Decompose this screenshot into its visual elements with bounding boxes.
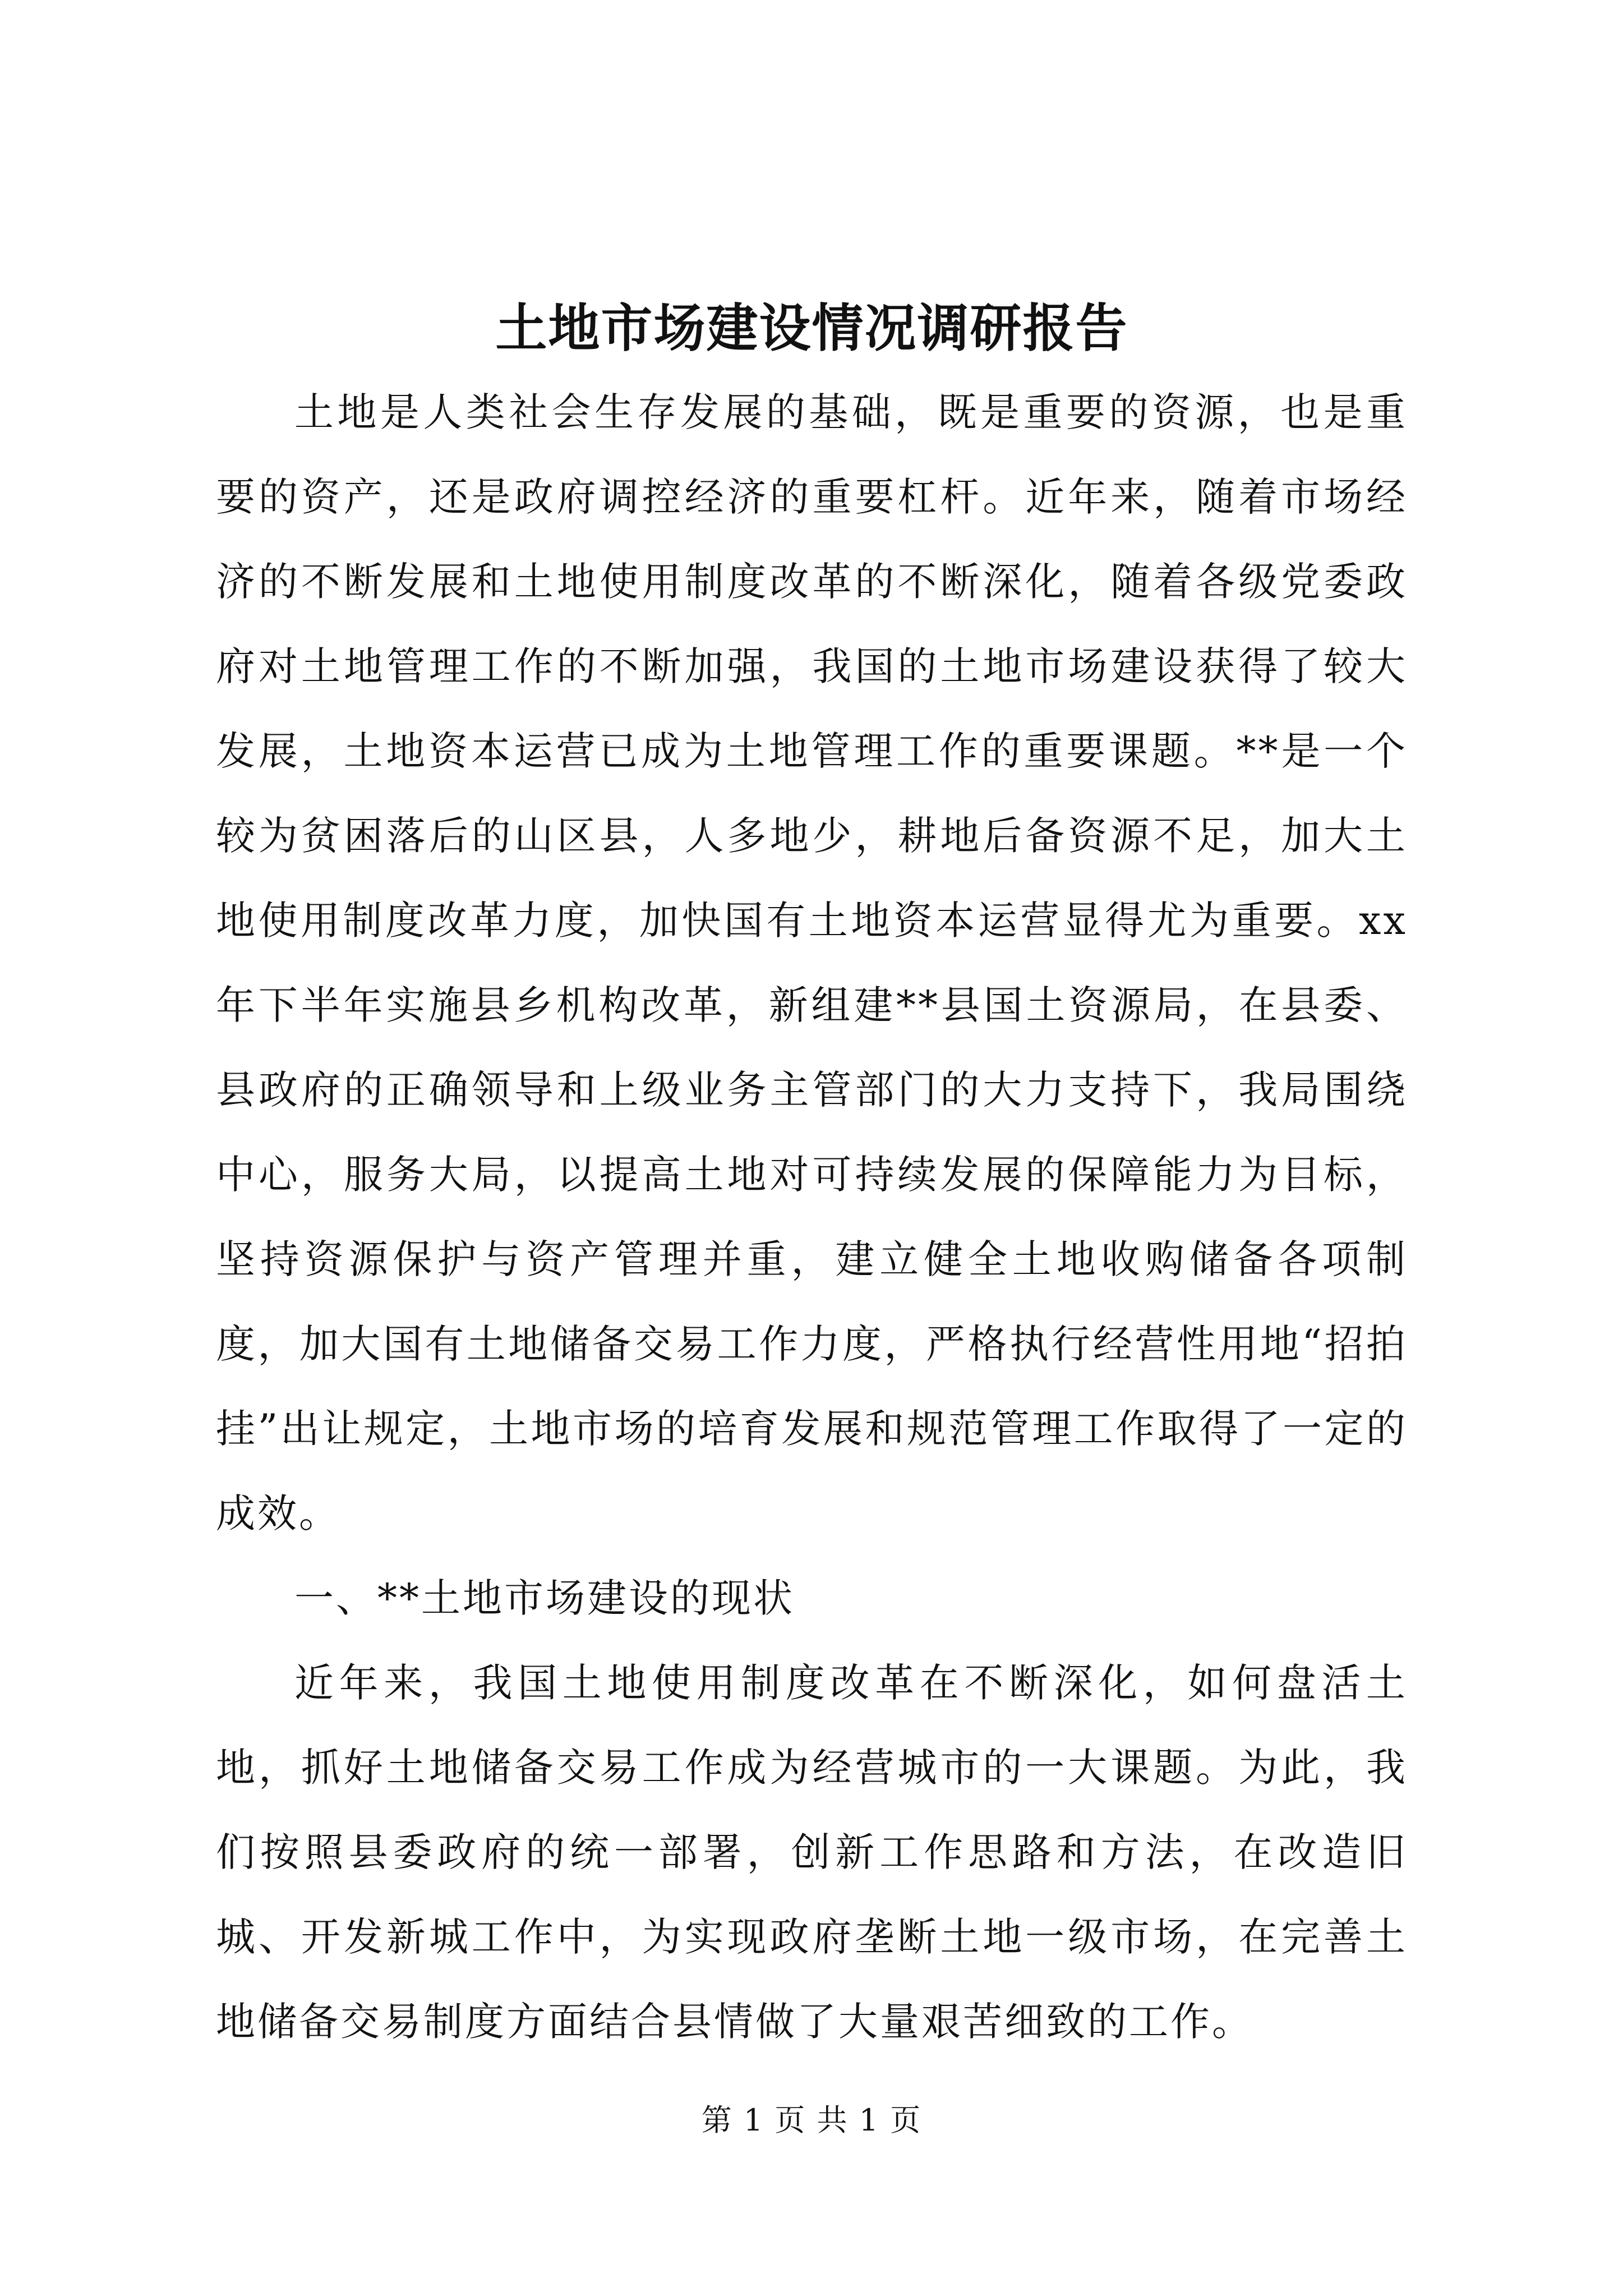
section-heading: 一、**土地市场建设的现状 [294, 1575, 795, 1621]
document-title: 土地市场建设情况调研报告 [495, 298, 1128, 358]
page-number-footer: 第 1 页 共 1 页 [701, 2102, 922, 2138]
intro-paragraph: 土地是人类社会生存发展的基础，既是重要的资源，也是重要的资产，还是政府调控经济的重要杠杆。近年来，随着市场经济的不断发展和土地使用制度改革的不断深化，随着各级党委政府对土地管理工作的不断加强，我国的土地市场建设获得了较大发展，土地资本运营已成为土地管理工作的重要课题。**是一个较为贫困落后的山区县，人多地少，耕地后备资源不足，加大土地使用制度改革力度，加快国有土地资本运营显得尤为重要。xx年下半年实施县乡机构改革，新组建**县国土资源局，在县委、县政府的正确领导和上级业务主管部门的大力支持下，我局围绕中心，服务大局，以提高土地对可持续发展的保障能力为目标，坚持资源保护与资产管理并重，建立健全土地收购储备各项制度，加大国有土地储备交易工作力度，严格执行经营性用地“招拍挂”出让规定，土地市场的培育发展和规范管理工作取得了一定的成效。 [216, 389, 1408, 1536]
document-body [216, 286, 1408, 2064]
section-paragraph: 近年来，我国土地使用制度改革在不断深化，如何盘活土地，抓好土地储备交易工作成为经营城市的一大课题。为此，我们按照县委政府的统一部署，创新工作思路和方法，在改造旧城、开发新城工作中，为实现政府垄断土地一级市场，在完善土地储备交易制度方面结合县情做了大量艰苦细致的工作。 [216, 1660, 1408, 2045]
